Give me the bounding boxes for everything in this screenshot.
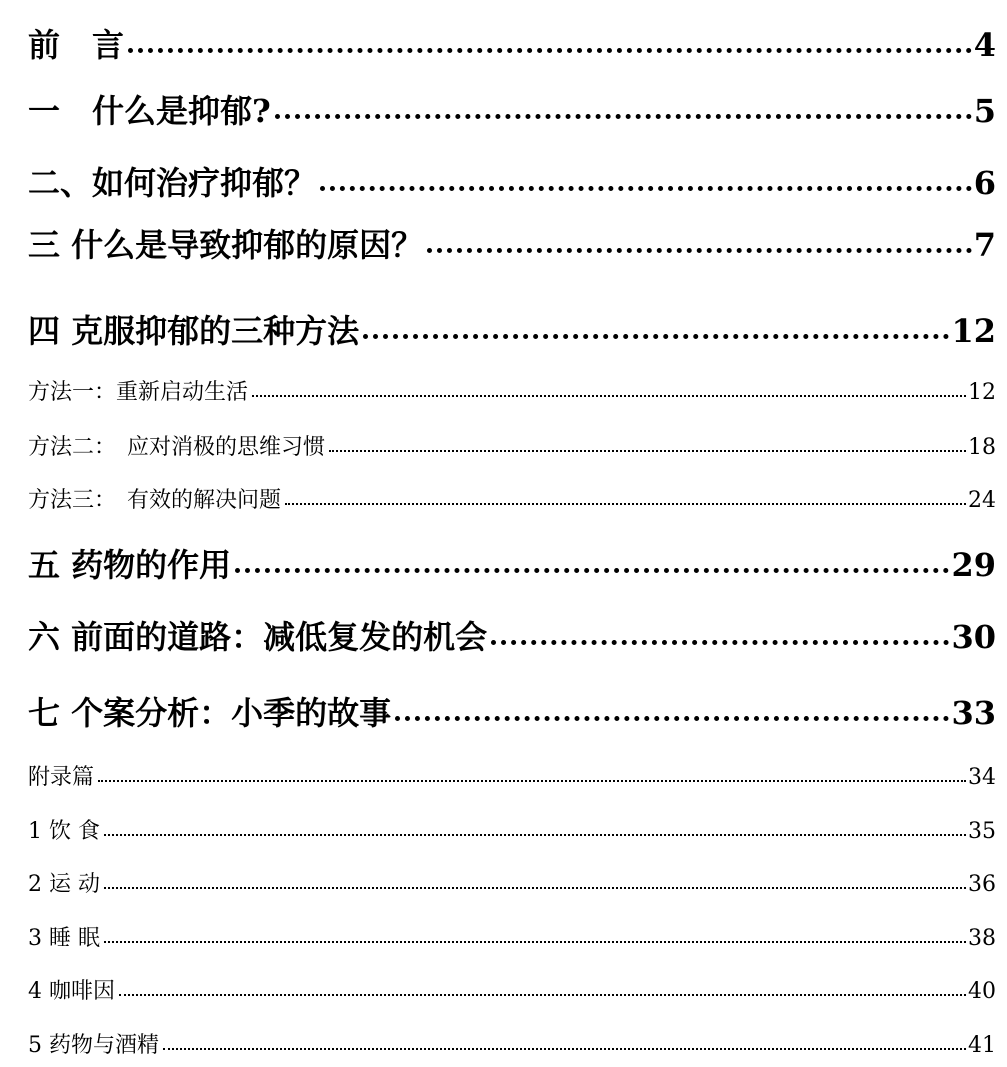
toc-dot-leader [363,333,949,339]
toc-entry-label: 一 什么是抑郁? [28,92,271,130]
toc-entry-appendix-sleep[interactable] [28,921,996,952]
toc-page-number: 40 [968,979,996,1004]
toc-entry-label: 五 药物的作用 [28,546,232,584]
toc-entry-label: 方法三： 有效的解决问题 [28,488,282,513]
toc-entry-label: 六 前面的道路：减低复发的机会 [28,618,488,656]
toc-dot-leader [163,1047,966,1050]
toc-page-number: 38 [968,926,996,951]
toc-entry-label: 方法二： 应对消极的思维习惯 [28,435,326,460]
toc-dot-leader [119,993,966,996]
toc-dot-leader [275,113,972,119]
toc-entry-chapter-7[interactable] [28,688,996,734]
toc-dot-leader [104,886,966,889]
toc-entry-appendix[interactable] [28,760,996,791]
toc-entry-chapter-5[interactable] [28,540,996,586]
toc-dot-leader [285,502,966,505]
toc-dot-leader [104,940,966,943]
toc-entry-label: 1 饮 食 [28,819,100,844]
toc-page-number: 33 [951,694,996,732]
toc-page-number: 35 [968,819,996,844]
toc-page-number: 18 [968,435,996,460]
toc-entry-label: 二、如何治疗抑郁？ [28,164,317,202]
toc-page-number: 24 [968,488,996,513]
toc-dot-leader [320,185,972,191]
toc-entry-method-1[interactable] [28,375,996,406]
toc-dot-leader [395,715,949,721]
toc-dot-leader [98,779,966,782]
toc-dot-leader [252,394,966,397]
toc-entry-method-2[interactable] [28,430,996,461]
toc-page-number: 5 [973,92,996,130]
toc-entry-chapter-3[interactable] [28,220,996,266]
toc-page-number: 12 [951,312,996,350]
toc-entry-preface[interactable] [28,20,996,66]
toc-page-number: 4 [973,26,996,64]
toc-dot-leader [104,833,966,836]
toc-page-number: 7 [973,226,996,264]
toc-entry-label: 四 克服抑郁的三种方法 [28,312,360,350]
toc-entry-appendix-exercise[interactable] [28,867,996,898]
toc-entry-label: 方法一：重新启动生活 [28,380,249,405]
toc-entry-method-3[interactable] [28,483,996,514]
toc-entry-label: 前 言 [28,26,125,64]
toc-page-number: 34 [968,765,996,790]
toc-entry-label: 七 个案分析：小季的故事 [28,694,392,732]
toc-entry-label: 5 药物与酒精 [28,1033,159,1058]
toc-entry-chapter-4[interactable] [28,306,996,352]
toc-page-number: 29 [951,546,996,584]
toc-page-number: 41 [968,1033,996,1058]
toc-entry-label: 附录篇 [28,765,95,790]
toc-entry-appendix-drugs-alcohol[interactable] [28,1028,996,1059]
toc-dot-leader [235,567,949,573]
toc-page-number: 12 [968,380,996,405]
toc-entry-label: 4 咖啡因 [28,979,115,1004]
toc-entry-chapter-6[interactable] [28,612,996,658]
toc-entry-label: 3 睡 眠 [28,926,100,951]
toc-entry-label: 三 什么是导致抑郁的原因？ [28,226,424,264]
toc-page-number: 6 [973,164,996,202]
toc-page-number: 36 [968,872,996,897]
toc-entry-appendix-diet[interactable] [28,814,996,845]
toc-dot-leader [128,47,972,53]
toc-entry-label: 2 运 动 [28,872,100,897]
toc-entry-appendix-caffeine[interactable] [28,974,996,1005]
toc-dot-leader [427,247,972,253]
toc-page-number: 30 [951,618,996,656]
toc-entry-chapter-1[interactable] [28,86,996,132]
toc-entry-chapter-2[interactable] [28,158,996,204]
toc-dot-leader [491,639,949,645]
toc-dot-leader [329,449,966,452]
